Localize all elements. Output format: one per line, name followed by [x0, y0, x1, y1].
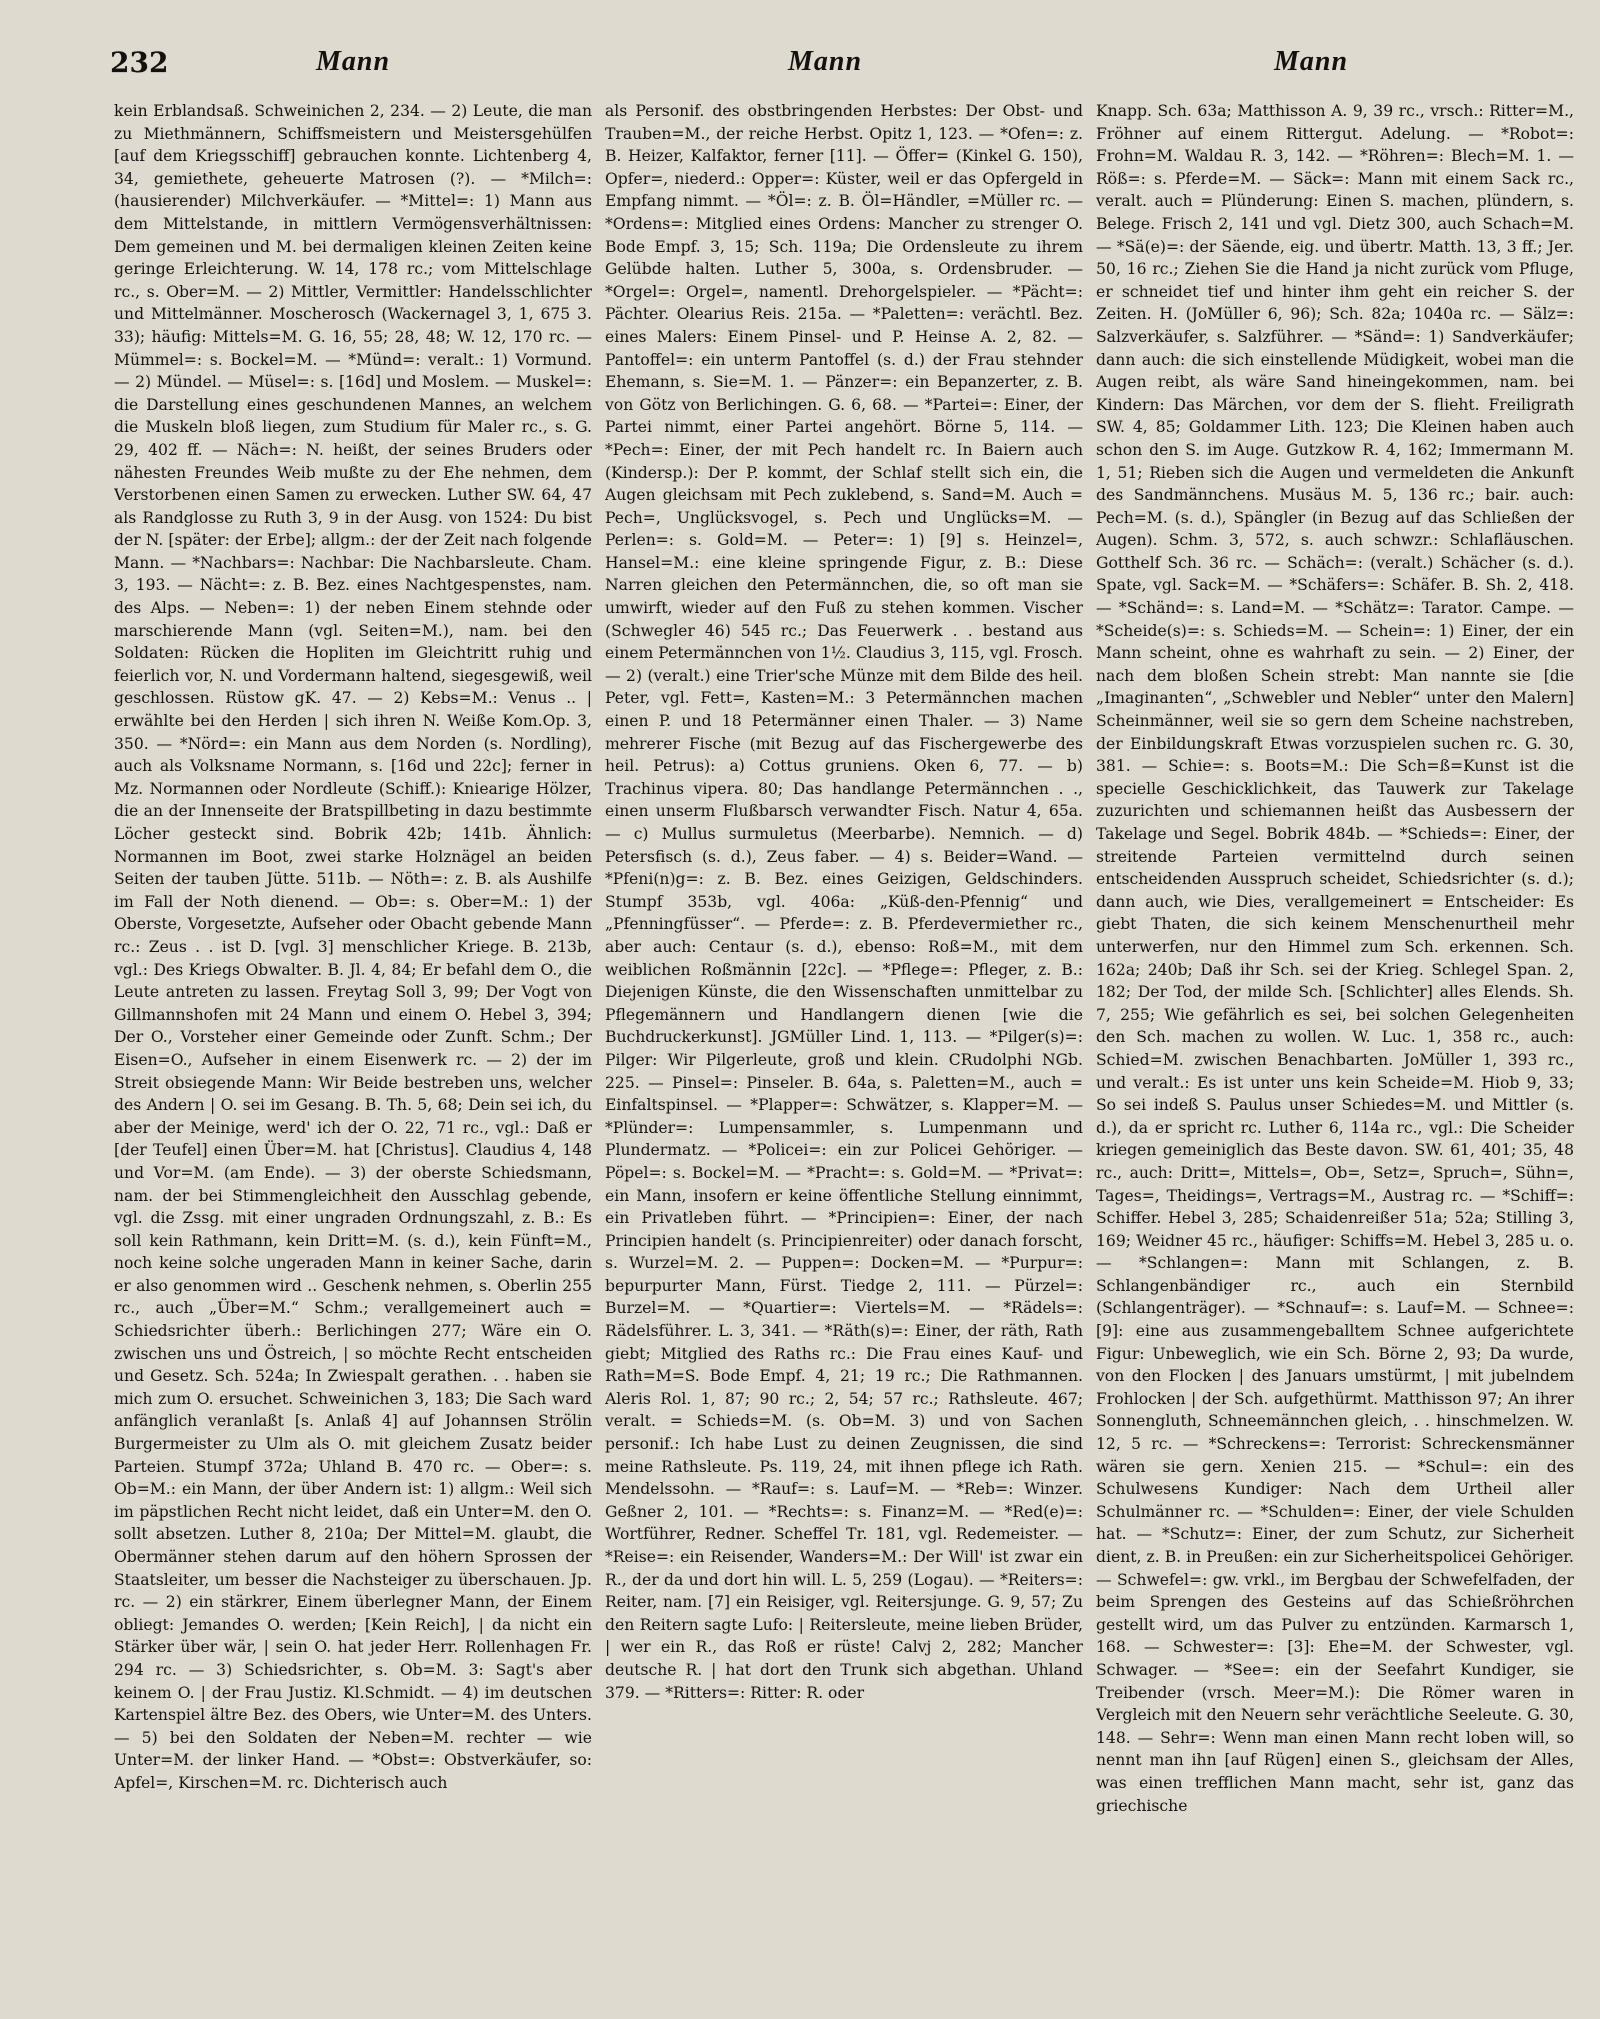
running-headword-right: Mann — [1274, 46, 1349, 77]
column-2-text: als Personif. des obstbringenden Herbstes: Der Obst- und Trauben=M., der reiche Herbst. Opitz 1, 123. — *Ofen=: z. B. Heizer, Kalfaktor, ferner [11]. — Öffer= (Kinkel G. 150), Opfer=, niederd.: Opper=: Küster, weil er das Opfergeld in Empfang nimmt. — *Öl=: z. B. Öl=Händler, =Müller rc. — *Ordens=: Mitglied eines Ordens: Mancher zu strenger O. Bode Empf. 3, 15; Sch. 119a; Die Ordensleute zu ihrem Gelübde halten. Luther 5, 300a, s. Ordensbruder. — *Orgel=: Orgel=, namentl. Drehorgelspieler. — *Pächt=: Pächter. Olearius Reis. 215a. — *Paletten=: verächtl. Bez. eines Malers: Einem Pinsel- und P. Heinse A. 2, 82. — Pantoffel=: ein unterm Pantoffel (s. d.) der Frau stehnder Ehemann, s. Sie=M. 1. — Pänzer=: ein Bepanzerter, z. B. von Götz von Berlichingen. G. 6, 68. — *Partei=: Einer, der Partei nimmt, einer Partei angehört. Börne 5, 114. — *Pech=: Einer, der mit Pech handelt rc. In Baiern auch (Kindersp.): Der P. kommt, der Schlaf stellt sich ein, die Augen gleichsam mit Pech zuklebend, s. Sand=M. Auch = Pech=, Unglücksvogel, s. Pech und Unglücks=M. — Perlen=: s. Gold=M. — Peter=: 1) [9] s. Heinzel=, Hansel=M.: eine kleine springende Figur, z. B.: Diese Narren gleichen den Petermännchen, die, so oft man sie umwirft, wieder auf den Fuß zu stehen kommen. Vischer (Schwegler 46) 545 rc.; Das Feuerwerk . . bestand aus einem Petermännchen von 1½. Claudius 3, 115, vgl. Frosch. — 2) (veralt.) eine Trier'sche Münze mit dem Bilde des heil. Peter, vgl. Fett=, Kasten=M.: 3 Petermännchen machen einen P. und 18 Petermänner einen Thaler. — 3) Name mehrerer Fische (mit Bezug auf das Fischergewerbe des heil. Petrus): a) Cottus gruniens. Oken 6, 77. — b) Trachinus vipera. 80; Das handlange Petermännchen . ., einen unserm Flußbarsch verwandter Fisch. Natur 4, 65a. — c) Mullus surmuletus (Meerbarbe). Nemnich. — d) Petersfisch (s. d.), Zeus faber. — 4) s. Beider=Wand. — *Pfeni(n)g=: z. B. Bez. eines Geizigen, Geldschinders. Stumpf 353b, vgl. 406a: „Küß-den-Pfennig“ und „Pfenningfüsser“. — Pferde=: z. B. Pferdevermiether rc., aber auch: Centaur (s. d.), ebenso: Roß=M., mit dem weiblichen Roßmännin [22c]. — *Pflege=: Pfleger, z. B.: Diejenigen Künste, die den Wissenschaften unmittelbar zu Pflegemännern und Handlangern dienen [wie die Buchdruckerkunst]. JGMüller Lind. 1, 113. — *Pilger(s)=: Pilger: Wir Pilgerleute, groß und klein. CRudolphi NGb. 225. — Pinsel=: Pinseler. B. 64a, s. Paletten=M., auch = Einfaltspinsel. — *Plapper=: Schwätzer, s. Klapper=M. — *Plünder=: Lumpensammler, s. Lumpenmann und Plundermatz. — *Policei=: ein zur Policei Gehöriger. — Pöpel=: s. Bockel=M. — *Pracht=: s. Gold=M. — *Privat=: ein Mann, insofern er keine öffentliche Stellung einnimmt, ein Privatleben führt. — *Principien=: Einer, der nach Principien handelt (s. Principienreiter) oder danach forscht, s. Wurzel=M. 2. — Puppen=: Docken=M. — *Purpur=: bepurpurter Mann, Fürst. Tiedge 2, 111. — Pürzel=: Burzel=M. — *Quartier=: Viertels=M. — *Rädels=: Rädelsführer. L. 3, 341. — *Räth(s)=: Einer, der räth, Rath giebt; Mitglied des Raths rc.: Die Frau eines Kauf- und Rath=M=S. Bode Empf. 4, 21; 19 rc.; Die Rathmannen. Aleris Rol. 1, 87; 90 rc.; 2, 54; 57 rc.; Rathsleute. 467; veralt. = Schieds=M. (s. Ob=M. 3) und von Sachen personif.: Ich habe Lust zu deinen Zeugnissen, die sind meine Rathsleute. Ps. 119, 24, mit ihnen pflege ich Rath. Mendelssohn. — *Rauf=: s. Lauf=M. — *Reb=: Winzer. Geßner 2, 101. — *Rechts=: s. Finanz=M. — *Red(e)=: Wortführer, Redner. Scheffel Tr. 181, vgl. Redemeister. — *Reise=: ein Reisender, Wanders=M.: Der Will' ist zwar ein R., der da und dort hin will. L. 5, 259 (Logau). — *Reiters=: Reiter, nam. [7] ein Reisiger, vgl. Reitersjunge. G. 9, 57; Zu den Reitern sagte Lufo: | Reitersleute, meine lieben Brüder, | wer ein R., das Roß er rüste! Calvj 2, 282; Mancher deutsche R. | hat dort den Trunk sich abgethan. Uhland 379. — *Ritters=: Ritter: R. oder — [605, 102, 1083, 1702]
running-headword-center: Mann — [788, 46, 863, 77]
text-column-2 — [605, 100, 1083, 1979]
page-header — [110, 46, 1560, 86]
column-1-text: kein Erblandsaß. Schweinichen 2, 234. — 2) Leute, die man zu Miethmännern, Schiffsmeistern und Meistersgehülfen [auf dem Kriegsschiff] gebrauchen konnte. Lichtenberg 4, 34, gemiethete, geheuerte Matrosen (?). — *Milch=: (hausierender) Milchverkäufer. — *Mittel=: 1) Mann aus dem Mittelstande, in mittlern Vermögensverhältnissen: Dem gemeinen und M. bei dermaligen kleinen Zeiten keine geringe Erleichterung. W. 14, 178 rc.; vom Mittelschlage rc., s. Ober=M. — 2) Mittler, Vermittler: Handelsschlichter und Mittelmänner. Moscherosch (Wackernagel 3, 1, 675 3. 33); häufig: Mittels=M. G. 16, 55; 28, 48; W. 12, 170 rc. — Mümmel=: s. Bockel=M. — *Münd=: veralt.: 1) Vormund. — 2) Mündel. — Müsel=: s. [16d] und Moslem. — Muskel=: die Darstellung eines geschundenen Mannes, an welchem die Muskeln bloß liegen, zum Studium für Maler rc., s. G. 29, 402 ff. — Näch=: N. heißt, der seines Bruders oder nähesten Freundes Weib mußte zu der Ehe nehmen, dem Verstorbenen einen Samen zu erwecken. Luther SW. 64, 47 als Randglosse zu Ruth 3, 9 in der Ausg. von 1524: Du bist der N. [später: der Erbe]; allgm.: der der Zeit nach folgende Mann. — *Nachbars=: Nachbar: Die Nachbarsleute. Cham. 3, 193. — Nächt=: z. B. Bez. eines Nachtgespenstes, nam. des Alps. — Neben=: 1) der neben Einem stehnde oder marschierende Mann (vgl. Seiten=M.), nam. bei den Soldaten: Rücken die Hopliten im Gleichtritt ruhig und feierlich vor, N. und Vordermann haltend, siegesgewiß, weil geschlossen. Rüstow gK. 47. — 2) Kebs=M.: Venus .. | erwählte bei den Herden | sich ihren N. Weiße Kom.Op. 3, 350. — *Nörd=: ein Mann aus dem Norden (s. Nordling), auch als Volksname Normann, s. [16d und 22c]; ferner in Mz. Normannen oder Nordleute (Schiff.): Kniearige Hölzer, die an der Innenseite der Bratspillbeting in dazu bestimmte Löcher gesteckt sind. Bobrik 42b; 141b. Ähnlich: Normannen im Boot, zwei starke Holznägel an beiden Seiten der tauben Jütte. 511b. — Nöth=: z. B. als Aushilfe im Fall der Noth dienend. — Ob=: s. Ober=M.: 1) der Oberste, Vorgesetzte, Aufseher oder Obacht gebende Mann rc.: Zeus . . ist D. [vgl. 3] menschlicher Kriege. B. 213b, vgl.: Des Kriegs Obwalter. B. Jl. 4, 84; Er befahl dem O., die Leute antreten zu lassen. Freytag Soll 3, 99; Der Vogt von Gillmannshofen mit 24 Mann und einem O. Hebel 3, 394; Der O., Vorsteher einer Gemeinde oder Zunft. Schm.; Der Eisen=O., Aufseher in einem Eisenwerk rc. — 2) der im Streit obsiegende Mann: Wir Beide bestreben uns, welcher des Andern | O. sei im Gesang. B. Th. 5, 68; Dein sei ich, du aber der Meinige, werd' ich der O. 22, 71 rc., vgl.: Daß er [der Teufel] einen Über=M. hat [Christus]. Claudius 4, 148 und Vor=M. (am Ende). — 3) der oberste Schiedsmann, nam. der bei Stimmengleichheit den Ausschlag gebende, vgl. die Zssg. mit einer ungraden Ordnungszahl, z. B.: Es soll kein Rathmann, kein Dritt=M. (s. d.), kein Fünft=M., noch keine solche ungeraden Mann in keiner Sache, darin er also genommen wird .. Geschenk nehmen, s. Oberlin 255 rc., auch „Über=M.“ Schm.; verallgemeinert auch = Schiedsrichter überh.: Berlichingen 277; Wäre ein O. zwischen uns und Östreich, | so möchte Recht entscheiden und Gesetz. Sch. 524a; In Zwiespalt gerathen. . . haben sie mich zum O. ersuchet. Schweinichen 3, 183; Die Sach ward anfänglich veranlaßt [s. Anlaß 4] auf Johannsen Strölin Burgermeister zu Ulm als O. mit gleichem Zusatz beider Parteien. Stumpf 372a; Uhland B. 470 rc. — Ober=: s. Ob=M.: ein Mann, der über Andern ist: 1) allgm.: Weil sich im päpstlichen Recht nicht leidet, daß ein Unter=M. den O. sollt absetzen. Luther 8, 210a; Der Mittel=M. glaubt, die Obermänner stehen darum auf den höhern Sprossen der Staatsleiter, um besser die Nachsteiger zu überschauen. Jp. rc. — 2) ein stärkrer, Einem überlegner Mann, der Einem obliegt: Jemandes O. werden; [Kein Reich], | da nicht ein Stärker über wär, | sein O. hat jeder Herr. Rollenhagen Fr. 294 rc. — 3) Schiedsrichter, s. Ob=M. 3: Sagt's aber keinem O. | der Frau Justiz. Kl.Schmidt. — 4) im deutschen Kartenspiel ältre Bez. des Obers, wie Unter=M. des Unters. — 5) bei den Soldaten der Neben=M. rechter — wie Unter=M. der linker Hand. — *Obst=: Obstverkäufer, so: Apfel=, Kirschen=M. rc. Dichterisch auch — [114, 102, 592, 1792]
text-columns — [114, 100, 1574, 1979]
text-column-3 — [1096, 100, 1574, 1979]
page-number: 232 — [110, 46, 169, 79]
column-3-text: Knapp. Sch. 63a; Matthisson A. 9, 39 rc., vrsch.: Ritter=M., Fröhner auf einem Rittergut. Adelung. — *Robot=: Frohn=M. Waldau R. 3, 142. — *Röhren=: Blech=M. 1. — Röß=: s. Pferde=M. — Säck=: Mann mit einem Sack rc., veralt. auch = Plünderung: Einen S. machen, plündern, s. Belege. Frisch 2, 141 und vgl. Dietz 300, auch Schach=M. — *Sä(e)=: der Säende, eig. und übertr. Matth. 13, 3 ff.; Jer. 50, 16 rc.; Ziehen Sie die Hand ja nicht zurück vom Pfluge, er schneidet tief und hinter ihm geht ein reicher S. der Zeiten. H. (JoMüller 6, 96); Sch. 82a; 1040a rc. — Sälz=: Salzverkäufer, s. Salzführer. — *Sänd=: 1) Sandverkäufer; dann auch: die sich einstellende Müdigkeit, wobei man die Augen reibt, als wäre Sand hineingekommen, nam. bei Kindern: Das Märchen, vor dem der S. flieht. Freiligrath SW. 4, 85; Goldammer Lith. 123; Die Kleinen haben auch schon den S. im Auge. Gutzkow R. 4, 162; Immermann M. 1, 51; Rieben sich die Augen und vermeldeten die Ankunft des Sandmännchens. Musäus M. 5, 136 rc.; bair. auch: Pech=M. (s. d.), Spängler (in Bezug auf das Schließen der Augen). Schm. 3, 572, s. auch schwzr.: Schlafläuschen. Gotthelf Sch. 36 rc. — Schäch=: (veralt.) Schächer (s. d.). Spate, vgl. Sack=M. — *Schäfers=: Schäfer. B. Sh. 2, 418. — *Schänd=: s. Land=M. — *Schätz=: Tarator. Campe. — *Scheide(s)=: s. Schieds=M. — Schein=: 1) Einer, der ein Mann scheint, ohne es wahrhaft zu sein. — 2) Einer, der nach dem bloßen Schein strebt: Man nannte sie [die „Imaginanten“, „Schwebler und Nebler“ unter den Malern] Scheinmänner, weil sie so gern dem Scheine nachstreben, der Einbildungskraft Etwas vorzuspielen suchen rc. G. 30, 381. — Schie=: s. Boots=M.: Die Sch=ß=Kunst ist die specielle Geschicklichkeit, das Tauwerk zur Takelage zuzurichten und schiemannen heißt das Ausbessern der Takelage und Segel. Bobrik 484b. — *Schieds=: Einer, der streitende Parteien vermittelnd durch seinen entscheidenden Ausspruch scheidet, Schiedsrichter (s. d.); dann auch, wie Dies, verallgemeinert = Entscheider: Es giebt Thaten, die sich keinem Menschenurtheil mehr unterwerfen, nur den Himmel zum Sch. erkennen. Sch. 162a; 240b; Daß ihr Sch. sei der Krieg. Schlegel Span. 2, 182; Der Tod, der milde Sch. [Schlichter] alles Elends. Sh. 7, 255; Wie gefährlich es sei, bei solchen Gelegenheiten den Sch. machen zu wollen. W. Luc. 1, 358 rc., auch: Schied=M. zwischen Benachbarten. JoMüller 1, 393 rc., und veralt.: Es ist unter uns kein Scheide=M. Hiob 9, 33; So sei indeß S. Paulus unser Schiedes=M. und Mittler (s. d.), da er spricht rc. Luther 6, 114a rc., vgl.: Die Scheider kriegen gemeiniglich das Beste davon. SW. 61, 401; 35, 48 rc., auch: Dritt=, Mittels=, Ob=, Setz=, Spruch=, Sühn=, Tages=, Theidings=, Vertrags=M., Austrag rc. — *Schiff=: Schiffer. Hebel 3, 285; Schaidenreißer 51a; 52a; Stilling 3, 169; Weidner 45 rc., häufiger: Schiffs=M. Hebel 3, 285 u. o. — *Schlangen=: Mann mit Schlangen, z. B. Schlangenbändiger rc., auch ein Sternbild (Schlangenträger). — *Schnauf=: s. Lauf=M. — Schnee=: [9]: eine aus zusammengeballtem Schnee aufgerichtete Figur: Unbeweglich, wie ein Sch. Börne 2, 93; Da wurde, von den Flocken | des Januars umstürmt, | mit jubelndem Frohlocken | der Sch. aufgethürmt. Matthisson 97; An ihrer Sonnengluth, Schneemännchen gleich, . . hinschmelzen. W. 12, 5 rc. — *Schreckens=: Terrorist: Schreckensmänner wären sie gern. Xenien 215. — *Schul=: ein des Schulwesens Kundiger: Nach dem Urtheil aller Schulmänner rc. — *Schulden=: Einer, der viele Schulden hat. — *Schutz=: Einer, der zum Schutz, zur Sicherheit dient, z. B. in Preußen: ein zur Sicherheitspolicei Gehöriger. — Schwefel=: gw. vrkl., im Bergbau der Schwefelfaden, der beim Sprengen des Gesteins auf das Schießröhrchen gestellt wird, um das Pulver zu entzünden. Karmarsch 1, 168. — Schwester=: [3]: Ehe=M. der Schwester, vgl. Schwager. — *See=: ein der Seefahrt Kundiger, sie Treibender (vrsch. Meer=M.): Die Römer waren in Vergleich mit den Neuern sehr verächtliche Seeleute. G. 30, 148. — Sehr=: Wenn man einen Mann recht loben will, so nennt man ihn [auf Rügen] einen S., gleichsam der Alles, was einen trefflichen Mann macht, sehr ist, ganz das griechische — [1096, 102, 1574, 1815]
text-column-1 — [114, 100, 592, 1979]
running-headword-left: Mann — [316, 46, 391, 77]
